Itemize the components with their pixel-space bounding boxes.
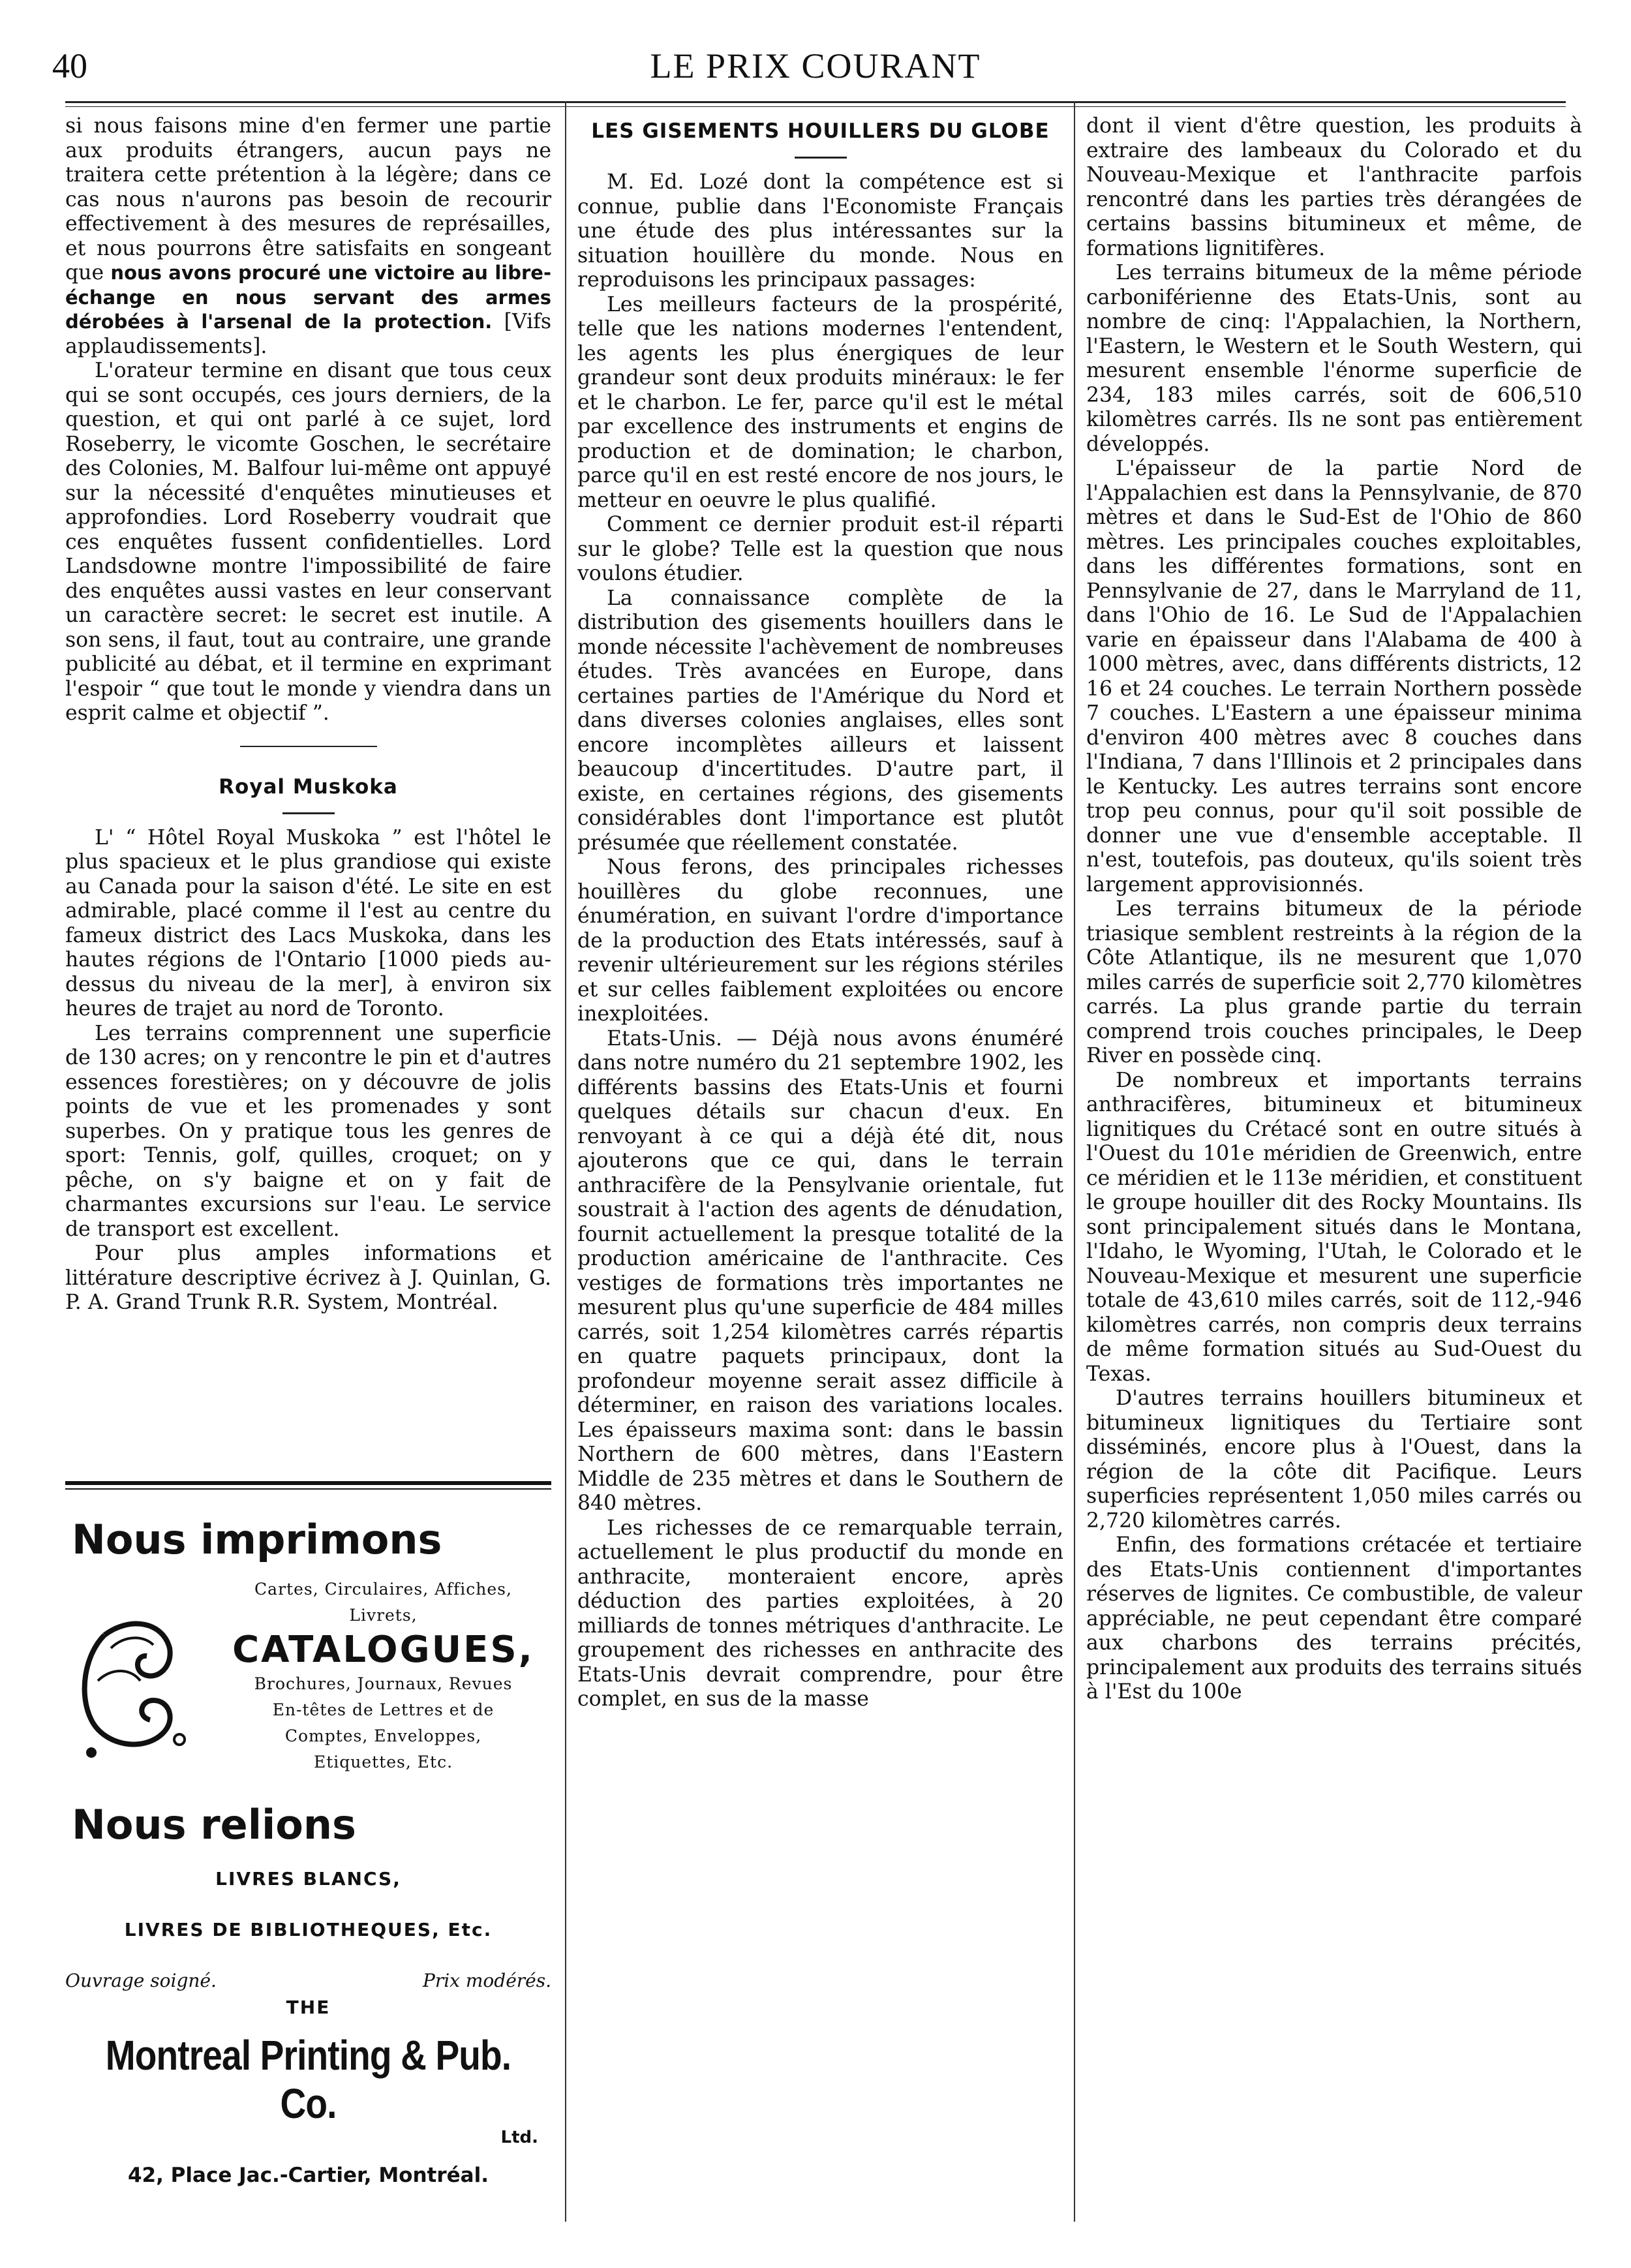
ad-list-line: Cartes, Circulaires, Affiches,	[254, 1580, 512, 1599]
section-title-royal-muskoka: Royal Muskoka	[219, 774, 398, 799]
ad-list-line: Livrets,	[349, 1606, 418, 1625]
ad-ltd: Ltd.	[500, 2128, 538, 2147]
ad-title-relions: Nous relions	[72, 1801, 356, 1848]
title-underline	[282, 812, 335, 814]
ad-catalogues: CATALOGUES,	[232, 1629, 534, 1671]
ad-company-name: Montreal Printing & Pub. Co.	[105, 2032, 511, 2127]
column-2	[577, 114, 1063, 1712]
column-1	[65, 114, 551, 1315]
ad-tagline-row	[65, 1970, 551, 1991]
header-rule	[65, 101, 1566, 103]
paragraph: L'épaisseur de la partie Nord de l'Appalachien est dans la Pennsylvanie, de 870 mètres et dans le Sud-Est de l'Ohio de 860 mètres. Les principales couches exploitables, dans les différentes formations, sont en Pennsylvanie de 27, dans le Marryland de 11, dans l'Ohio de 16. Le Sud de l'Appalachien varie en épaisseur dans l'Alabama de 400 à 1000 mètres, avec, dans différents districts, 12 16 et 24 couches. Le terrain Northern possède 7 couches. L'Eastern a une épaisseur minima d'environ 400 mètres avec 8 couches dans l'Indiana, 7 dans l'Illinois et 2 principales dans le Kentucky. Les autres terrains sont encore trop peu connus, pour qu'il soit possible de donner une vue d'ensemble acceptable. Il n'est, toutefois, pas douteux, qu'ils soient très largement approvisionnés.	[1086, 457, 1582, 896]
ad-list-line: Comptes, Enveloppes,	[284, 1726, 482, 1745]
paragraph: Nous ferons, des principales richesses houillères du globe reconnues, une énumération, en suivant l'ordre d'importance de la production des Etats intéressés, sauf à revenir ultérieurement sur les régions stériles et sur celles faiblement exploitées ou encore inexploitées.	[577, 855, 1063, 1026]
ad-address: 42, Place Jac.-Cartier, Montréal.	[127, 2164, 489, 2187]
paragraph: La connaissance complète de la distribution des gisements houillers dans le monde nécessite l'achèvement de nombreuses études. Très avancées en Europe, dans certaines parties de l'Amérique du Nord et dans diverses colonies anglaises, elles sont encore incomplètes ailleurs et laissent beaucoup d'incertitudes. D'autre part, il existe, en certaines régions, des gisements considérables dont l'importance est plutôt présumée que réellement constatée.	[577, 586, 1063, 855]
paragraph: L' “ Hôtel Royal Muskoka ” est l'hôtel le plus spacieux et le plus grandiose qui existe au Canada pour la saison d'été. Le site en est admirable, placé comme il l'est au centre du fameux district des Lacs Muskoka, dans les hautes régions de l'Ontario [1000 pieds au-dessus du niveau de la mer], à environ six heures de trajet au nord de Toronto.	[65, 825, 551, 1020]
text-run: si nous faisons mine d'en fermer une partie aux produits étrangers, aucun pays ne traitera cette prétention à la légère; dans ce cas nous n'aurons pas besoin de recourir effectivement à des mesures de représailles, et nous pourrons être satisfaits en songeant que	[65, 114, 551, 284]
ad-the: THE	[286, 1997, 331, 2018]
page-number: 40	[52, 46, 87, 85]
paragraph: Les terrains comprennent une superficie de 130 acres; on y rencontre le pin et d'autres essences forestières; on y découvre de jolis points de vue et les promenades y sont superbes. On y pratique tous les genres de sport: Tennis, golf, quilles, croquet; on y pêche, on s'y baigne et on y fait de charmantes excursions sur l'eau. Le service de transport est excellent.	[65, 1021, 551, 1241]
article-title: LES GISEMENTS HOUILLERS DU GLOBE	[591, 119, 1050, 143]
header-rule-thin	[65, 106, 1566, 107]
paragraph	[65, 114, 551, 359]
ad-list-line: Brochures, Journaux, Revues	[254, 1674, 513, 1693]
paragraph: Les terrains bitumeux de la période triasique semblent restreints à la région de la Côte Atlantique, ils ne mesurent que 1,070 miles carrés de superficie soit 2,770 kilomètres carrés. La plus grande partie du terrain comprend trois couches principales, le Deep River en possède cinq.	[1086, 897, 1583, 1067]
ad-livres-blancs: LIVRES BLANCS,	[215, 1868, 401, 1890]
ad-list-line: En-têtes de Lettres et de	[272, 1700, 495, 1719]
ad-livres-bibliotheques: LIVRES DE BIBLIOTHEQUES, Etc.	[124, 1919, 493, 1940]
paragraph: Les terrains bitumeux de la même période carboniférienne des Etats-Unis, sont au nombre de cinq: l'Appalachien, la Northern, l'Eastern, le Western et le South Western, qui mesurent ensemble l'énorme superficie de 234, 183 miles carrés, soit de 606,510 kilomètres carrés. Ils ne sont pas entièrement développés.	[1086, 261, 1582, 456]
paragraph: dont il vient d'être question, les produits à extraire des lambeaux du Colorado et du Nouveau-Mexique et l'anthracite parfois rencontré dans les parties très dérangées de certains bassins bitumineux et même, de formations lignitifères.	[1086, 114, 1582, 260]
paragraph: Les richesses de ce remarquable terrain, actuellement le plus productif du monde en anthracite, monteraient encore, après déduction des parties exploitées, à 20 milliards de tonnes métriques d'anthracite. Le groupement des richesses en anthracite des Etats-Unis devrait comprendre, pour être complet, en sus de la masse	[577, 1516, 1063, 1711]
ornament-icon	[65, 1576, 215, 1781]
journal-title: LE PRIX COURANT	[650, 46, 981, 85]
printing-advertisement	[65, 1481, 551, 2238]
ad-ouvrage: Ouvrage soigné.	[65, 1970, 217, 1991]
section-divider	[240, 746, 377, 747]
column-3	[1086, 114, 1582, 1705]
paragraph: Les meilleurs facteurs de la prospérité, telle que les nations modernes l'entendent, les agents les plus énergiques de leur grandeur sont deux produits minéraux: le fer et le charbon. Le fer, parce qu'il est le métal par excellence des instruments et engins de production et de domination; le charbon, parce qu'il en est resté encore de nos jours, le metteur en oeuvre le plus qualifié.	[577, 292, 1063, 512]
paragraph: M. Ed. Lozé dont la compétence est si connue, publie dans l'Economiste Français une étude des plus intéressantes sur la situation houillère du monde. Nous en reproduisons les principaux passages:	[577, 170, 1063, 292]
paragraph: Etats-Unis. — Déjà nous avons énuméré dans notre numéro du 21 septembre 1902, les différents bassins des Etats-Unis et fourni quelques détails sur chacun d'eux. En renvoyant à ce qui a déjà été dit, nous ajouterons que ce qui, dans le terrain anthracifère de la Pensylvanie orientale, fut soustrait à l'action des agents de dénudation, fournit actuellement la presque totalité de la production américaine de l'anthracite. Ces vestiges de formations très importantes ne mesurent plus qu'une superficie de 484 milles carrés, soit 1,254 kilomètres carrés répartis en quatre paquets principaux, dont la profondeur moyenne serait assez difficile à déterminer, en raison des variations locales. Les épaisseurs maxima sont: dans le bassin Northern de 600 mètres, dans l'Eastern Middle de 235 mètres et dans le Southern de 840 mètres.	[577, 1026, 1063, 1515]
ad-prix: Prix modérés.	[423, 1970, 551, 1991]
ad-title-imprimons: Nous imprimons	[72, 1516, 442, 1563]
paragraph: D'autres terrains houillers bitumineux et bitumineux lignitiques du Tertiaire sont disséminés, encore plus à l'Ouest, dans la région de la côte dit Pacifique. Leurs superficies représentent 1,050 miles carrés ou 2,720 kilomètres carrés.	[1086, 1387, 1582, 1533]
page-header	[52, 39, 1579, 91]
ad-rule-thin	[65, 1488, 551, 1490]
ad-rule	[65, 1481, 551, 1485]
paragraph: Enfin, des formations crétacée et tertiaire des Etats-Unis contiennent d'importantes réserves de lignites. Ce combustible, de valeur appréciable, ne peut cependant être comparé aux charbons des terrains précités, principalement aux produits des terrains situés à l'Est du 100e	[1086, 1533, 1582, 1704]
ad-list-line: Etiquettes, Etc.	[313, 1753, 453, 1771]
paragraph: L'orateur termine en disant que tous ceux qui se sont occupés, ces jours derniers, de la question, et qui ont parlé à ce sujet, lord Roseberry, le vicomte Goschen, le secrétaire des Colonies, M. Balfour lui-même ont appuyé sur la nécessité d'enquêtes minutieuses et approfondies. Lord Roseberry voudrait que ces enquêtes fussent confidentielles. Lord Landsdowne montre l'impossibilité de faire des enquêtes aussi vastes en leur conservant un caractère secret: le secret est inutile. A son sens, il faut, tout au contraire, une grande publicité au débat, et il termine en exprimant l'espoir “ que tout le monde y viendra dans un esprit calme et objectif ”.	[65, 359, 551, 725]
column-divider-2	[1074, 101, 1075, 2222]
paragraph: De nombreux et importants terrains anthracifères, bitumineux et bitumineux lignitiques du Crétacé sont en outre situés à l'Ouest du 101e méridien de Greenwich, entre ce méridien et le 113e méridien, et constituent le groupe houiller dit des Rocky Mountains. Ils sont principalement situés dans le Montana, l'Idaho, le Wyoming, l'Utah, le Colorado et le Nouveau-Mexique et mesurent une superficie totale de 43,610 miles carrés, soit de 112,-946 kilomètres carrés, non compris deux terrains de même formation situés au Sud-Ouest du Texas.	[1086, 1068, 1582, 1386]
paragraph: Comment ce dernier produit est-il réparti sur le globe? Telle est la question que nous voulons étudier.	[577, 513, 1063, 585]
bold-text-run: nous avons procuré une victoire au libre-échange en nous servant des armes dérobées à l'arsenal de la protection.	[65, 262, 551, 333]
title-underline	[795, 157, 847, 159]
text-run: [Vifs applaudissements].	[65, 310, 551, 358]
paragraph: Pour plus amples informations et littérature descriptive écrivez à J. Quinlan, G. P. A. Grand Trunk R.R. System, Montréal.	[65, 1242, 551, 1314]
column-divider-1	[565, 101, 566, 2222]
